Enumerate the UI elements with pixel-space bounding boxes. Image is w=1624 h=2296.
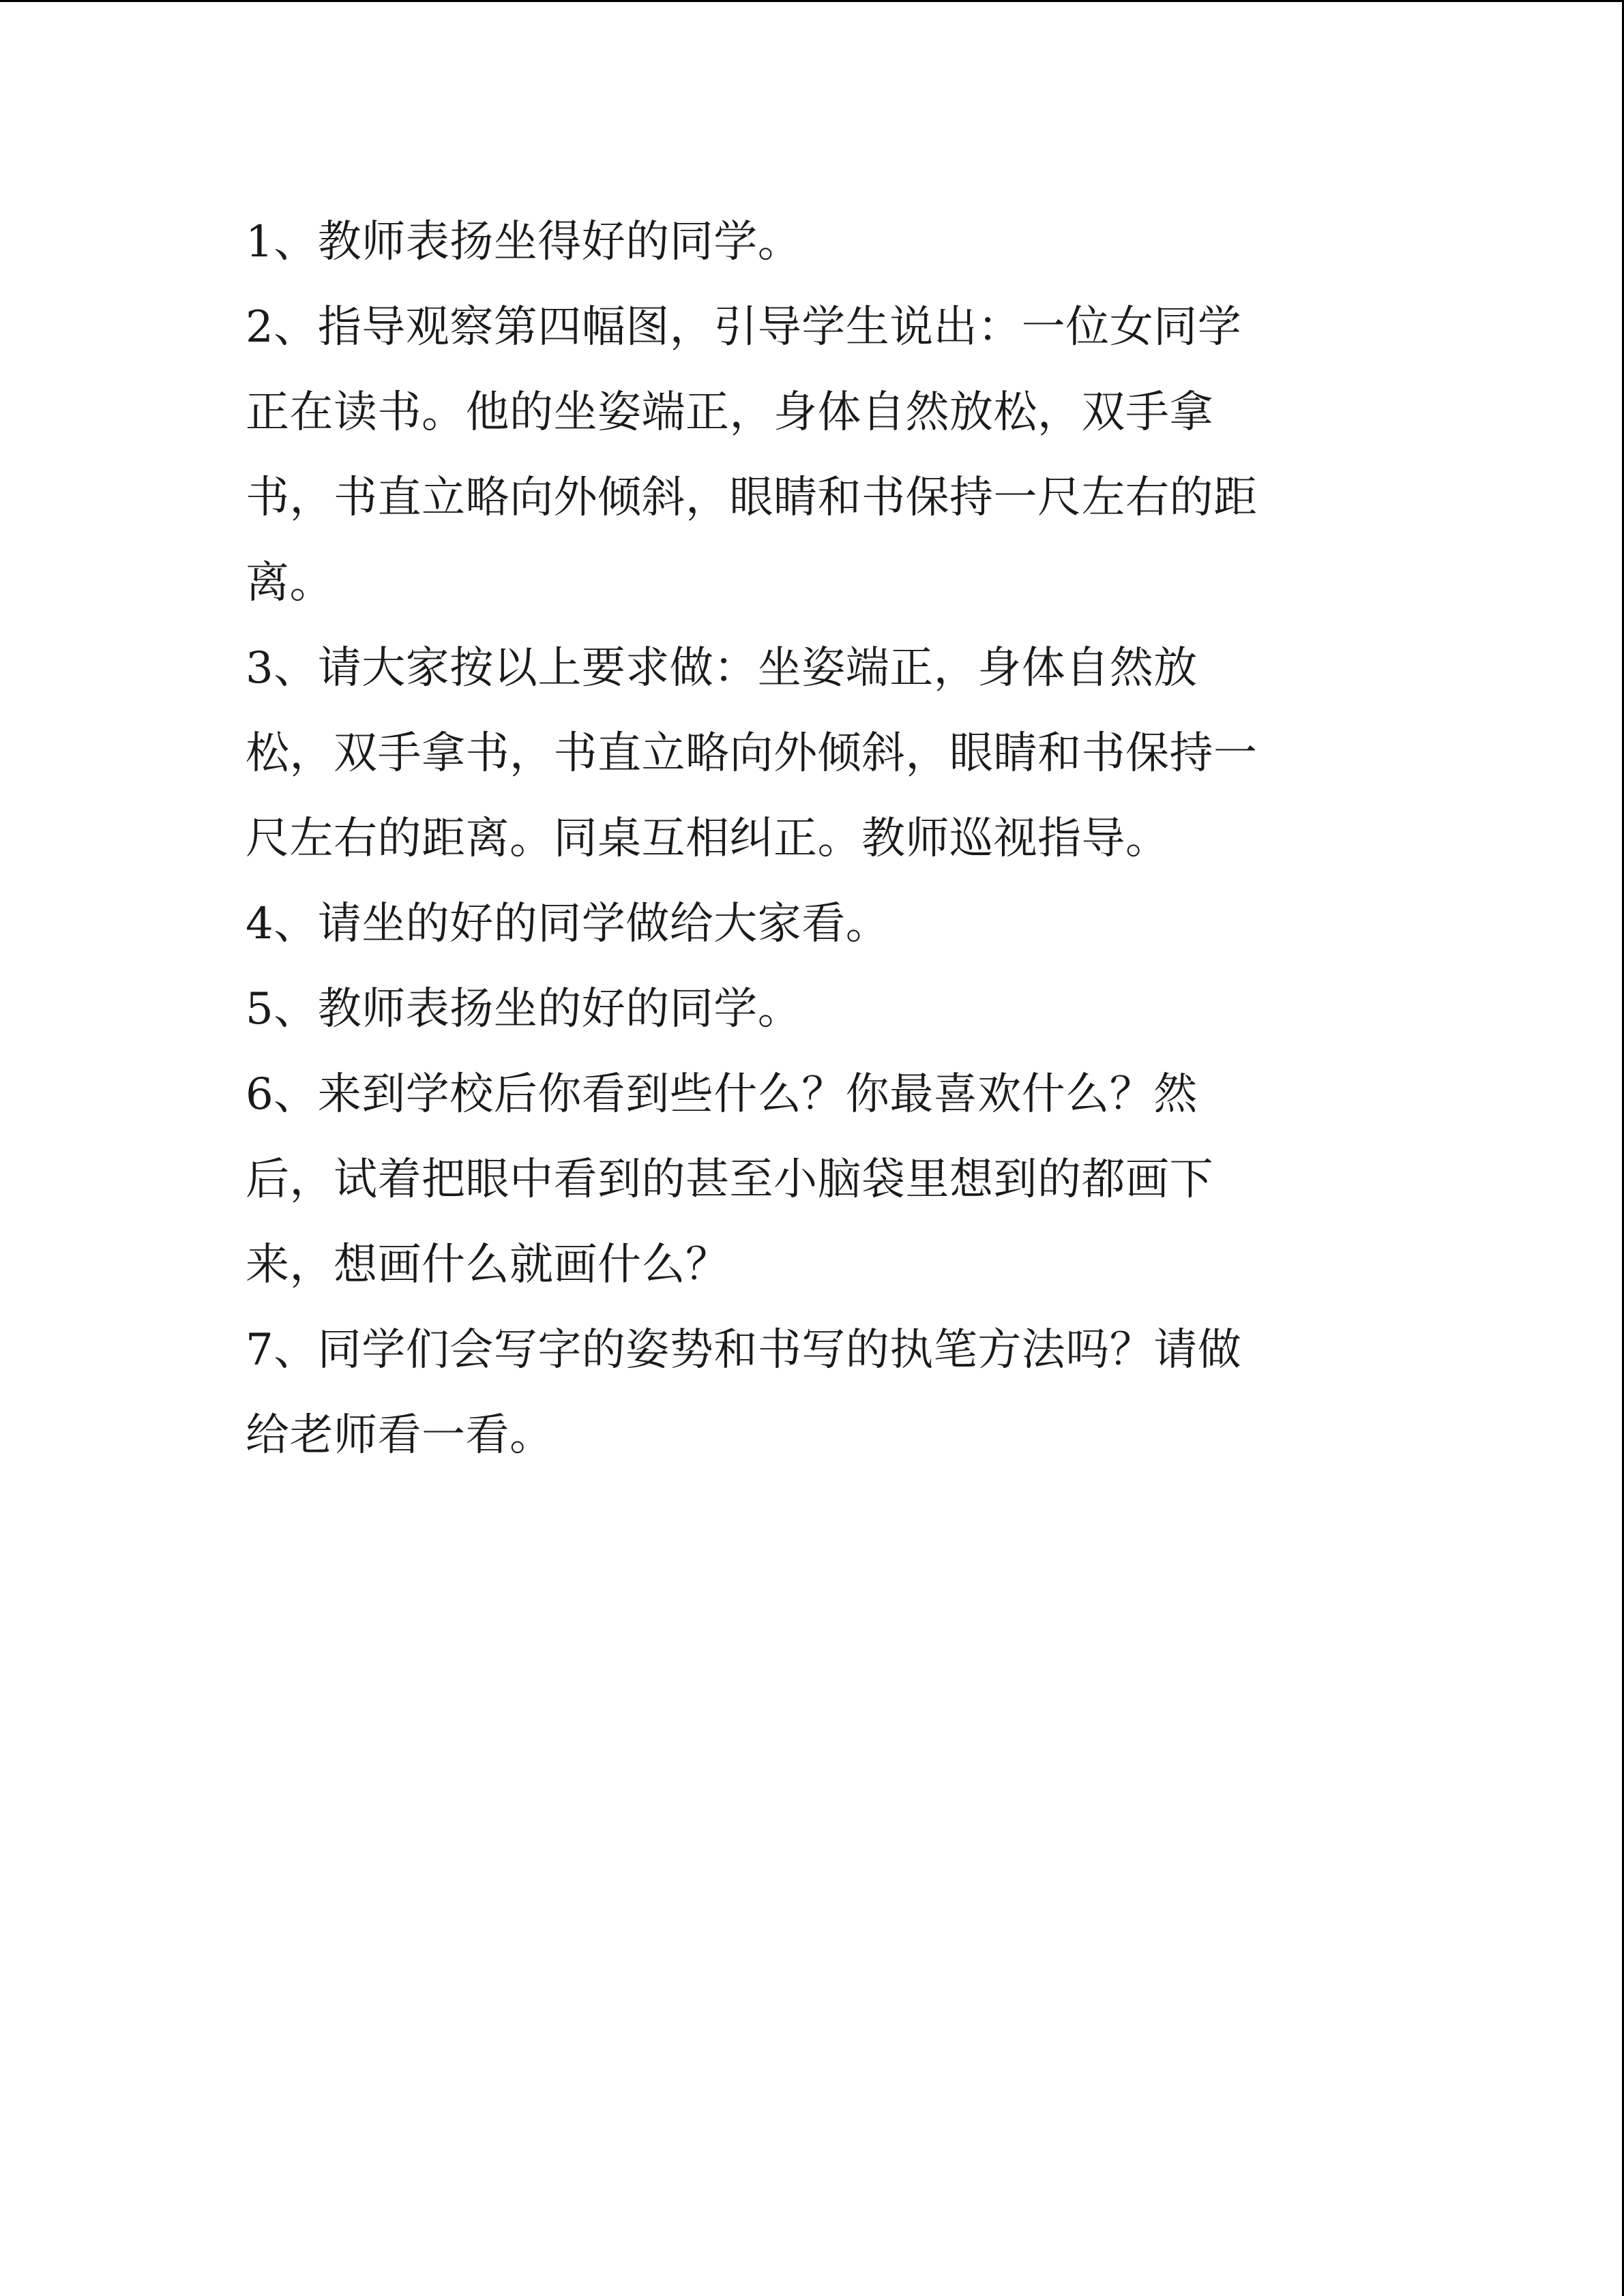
text-line-3: 正在读书。他的坐姿端正，身体自然放松，双手拿 bbox=[246, 387, 1213, 438]
text-line-15: 给老师看一看。 bbox=[246, 1410, 554, 1461]
text-line-4: 书，书直立略向外倾斜，眼睛和书保持一尺左右的距 bbox=[246, 473, 1258, 523]
text-line-6: 3、请大家按以上要求做：坐姿端正，身体自然放 bbox=[246, 643, 1198, 694]
text-line-9: 4、请坐的好的同学做给大家看。 bbox=[246, 899, 890, 949]
text-line-14: 7、同学们会写字的姿势和书写的执笔方法吗？请做 bbox=[246, 1325, 1242, 1375]
text-line-1: 1、教师表扬坐得好的同学。 bbox=[246, 217, 802, 267]
text-line-12: 后，试着把眼中看到的甚至小脑袋里想到的都画下 bbox=[246, 1154, 1213, 1205]
text-line-11: 6、来到学校后你看到些什么？你最喜欢什么？然 bbox=[246, 1069, 1198, 1120]
text-line-8: 尺左右的距离。同桌互相纠正。教师巡视指导。 bbox=[246, 814, 1170, 864]
document-body bbox=[246, 200, 1391, 1478]
text-line-7: 松，双手拿书，书直立略向外倾斜，眼睛和书保持一 bbox=[246, 728, 1258, 779]
text-line-5: 离。 bbox=[246, 558, 334, 608]
text-line-2: 2、指导观察第四幅图，引导学生说出：一位女同学 bbox=[246, 302, 1242, 353]
text-line-10: 5、教师表扬坐的好的同学。 bbox=[246, 984, 802, 1034]
text-line-13: 来，想画什么就画什么？ bbox=[246, 1240, 730, 1290]
